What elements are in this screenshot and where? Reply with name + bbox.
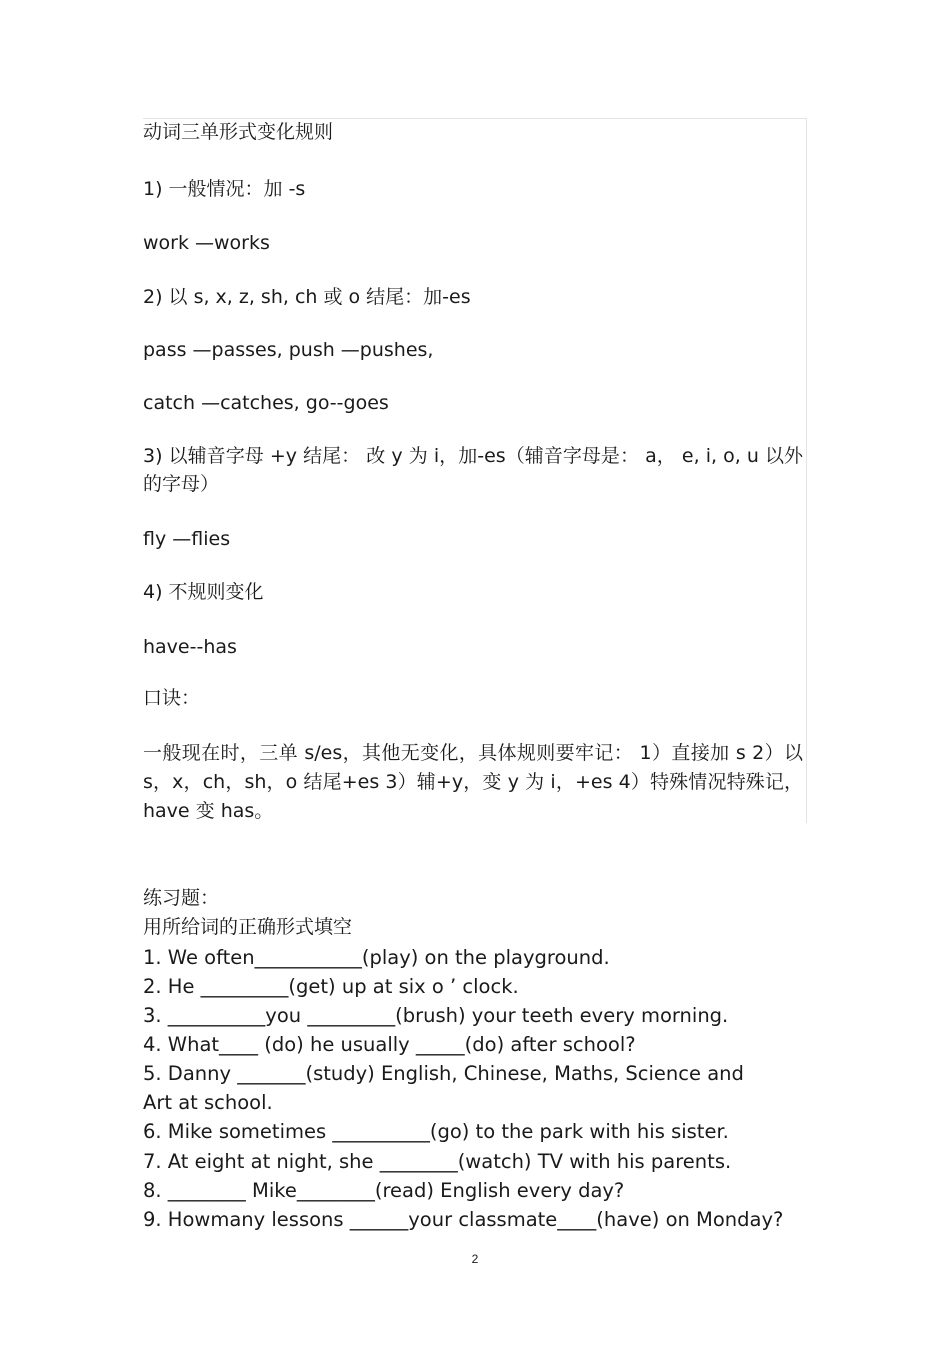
exercise-item: 8. ________ Mike________(read) English every day? bbox=[143, 1179, 625, 1202]
rules-box-top-border bbox=[143, 118, 807, 119]
rule2-example-2: catch —catches, go--goes bbox=[143, 392, 389, 414]
rule1-example: work —works bbox=[143, 232, 270, 254]
rule1-heading: 1) 一般情况：加 -s bbox=[143, 178, 306, 200]
rule4-heading: 4) 不规则变化 bbox=[143, 581, 264, 603]
exercise-item: 6. Mike sometimes __________(go) to the park with his sister. bbox=[143, 1120, 729, 1143]
mnemonic-text: 一般现在时，三单 s/es，其他无变化，具体规则要牢记： 1）直接加 s 2）以 s，x，ch，sh，o 结尾+es 3）辅+y，变 y 为 i，+es 4）特殊情况特殊记， have 变 has。 bbox=[143, 742, 803, 822]
page-number: 2 bbox=[471, 1252, 479, 1266]
rule4-example: have--has bbox=[143, 636, 237, 658]
exercises-heading: 练习题： bbox=[143, 887, 220, 909]
exercise-item: 7. At eight at night, she ________(watch) TV with his parents. bbox=[143, 1150, 732, 1173]
exercise-item: 1. We often___________(play) on the playground. bbox=[143, 946, 610, 969]
exercise-item: 9. Howmany lessons ______your classmate____(have) on Monday? bbox=[143, 1208, 784, 1231]
rule2-example-1: pass —passes, push —pushes, bbox=[143, 339, 434, 361]
mnemonic-label: 口诀： bbox=[143, 687, 201, 709]
exercise-item-continuation: Art at school. bbox=[143, 1091, 273, 1114]
exercise-item: 3. __________you _________(brush) your teeth every morning. bbox=[143, 1004, 729, 1027]
rules-title: 动词三单形式变化规则 bbox=[143, 121, 334, 143]
exercise-item: 4. What____ (do) he usually _____(do) after school? bbox=[143, 1033, 636, 1056]
rules-box-right-border bbox=[806, 118, 807, 823]
rule2-heading: 2) 以 s, x, z, sh, ch 或 o 结尾：加-es bbox=[143, 286, 471, 308]
rule3-heading: 3) 以辅音字母 +y 结尾： 改 y 为 i，加-es（辅音字母是： a， e, i, o, u 以外的字母） bbox=[143, 445, 803, 495]
exercises-instruction: 用所给词的正确形式填空 bbox=[143, 916, 353, 938]
exercise-item: 2. He _________(get) up at six o ’ clock. bbox=[143, 975, 519, 998]
exercise-item: 5. Danny _______(study) English, Chinese, Maths, Science and bbox=[143, 1062, 744, 1085]
rule3-example: fly —flies bbox=[143, 528, 231, 550]
